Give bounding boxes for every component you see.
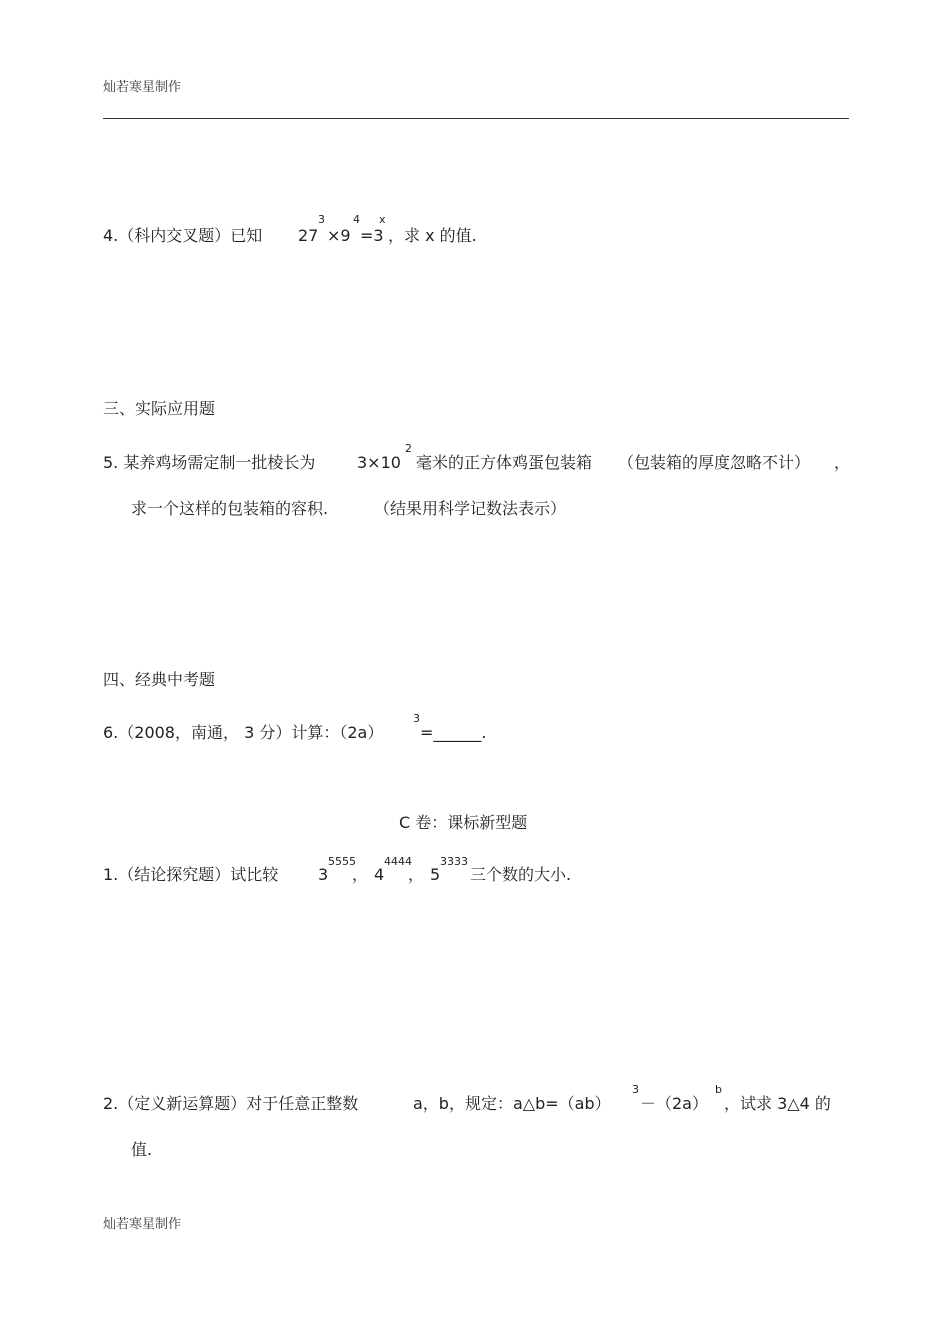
q6-suffix: =______. — [420, 723, 487, 742]
header-rule — [103, 118, 849, 119]
section-4-title: 四、经典中考题 — [103, 670, 216, 689]
footer-watermark: 灿若寒星制作 — [103, 1217, 182, 1232]
c1-base2: 4 — [374, 865, 385, 884]
c1-sep1: ， — [352, 865, 369, 884]
q5-expr: 3×10 — [357, 453, 401, 472]
section-c-title: C 卷：课标新型题 — [399, 813, 528, 832]
q5-prefix: 5. 某养鸡场需定制一批棱长为 — [103, 453, 316, 472]
q4-base1: 27 — [298, 226, 319, 245]
c2-exp1: 3 — [632, 1083, 639, 1096]
c1-prefix: 1.（结论探究题）试比较 — [103, 865, 279, 884]
q5-line2: 求一个这样的包装箱的容积. — [131, 499, 329, 518]
c1-sep2: ， — [408, 865, 425, 884]
c2-mid: －（2a） — [640, 1094, 708, 1113]
q5-exp: 2 — [405, 442, 412, 455]
c1-exp2: 4444 — [384, 855, 412, 868]
q6-exp: 3 — [413, 712, 420, 725]
c2-line2: 值. — [131, 1140, 153, 1159]
c1-exp1: 5555 — [328, 855, 356, 868]
q6-prefix: 6.（2008，南通， 3 分）计算：（2a） — [103, 723, 384, 742]
c1-suffix: 三个数的大小. — [470, 865, 572, 884]
q4-exp3: x — [379, 213, 386, 226]
q4-equals: =3 — [360, 226, 384, 245]
q4-exp2: 4 — [353, 213, 360, 226]
c1-base1: 3 — [318, 865, 329, 884]
c2-suffix: ，试求 3△4 的 — [724, 1094, 831, 1113]
c2-exp2: b — [715, 1083, 722, 1096]
q4-exp1: 3 — [318, 213, 325, 226]
q5-note: （结果用科学记数法表示） — [374, 499, 567, 518]
c2-prefix: 2.（定义新运算题）对于任意正整数 — [103, 1094, 359, 1113]
header-watermark: 灿若寒星制作 — [103, 80, 182, 95]
q4-prefix: 4.（科内交叉题）已知 — [103, 226, 263, 245]
q4-times: ×9 — [327, 226, 351, 245]
q4-suffix: ，求 x 的值. — [388, 226, 477, 245]
section-3-title: 三、实际应用题 — [103, 399, 216, 418]
c2-vars: a，b，规定：a△b=（ab） — [413, 1094, 611, 1113]
q5-paren: （包装箱的厚度忽略不计） — [618, 453, 811, 472]
q5-comma: ， — [834, 453, 851, 472]
q5-mid: 毫米的正方体鸡蛋包装箱 — [416, 453, 593, 472]
c1-exp3: 3333 — [440, 855, 468, 868]
c1-base3: 5 — [430, 865, 441, 884]
